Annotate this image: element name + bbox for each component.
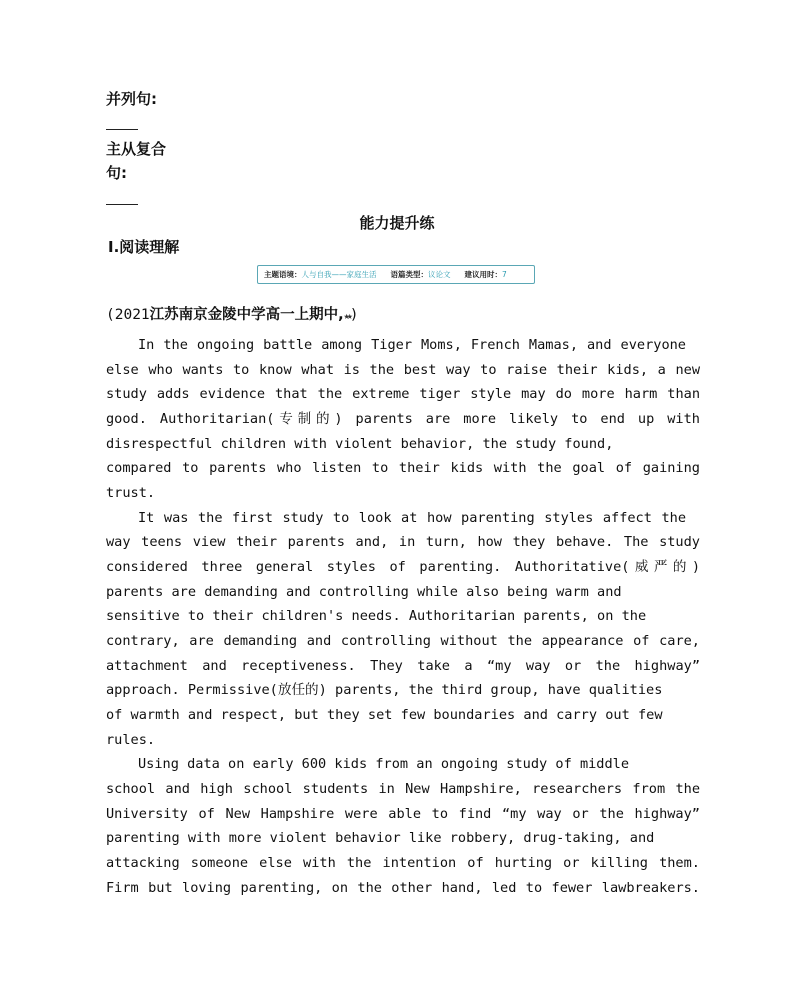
section-title: 能力提升练 [359, 214, 435, 232]
source-school: 江苏南京金陵中学高一上期中, [149, 307, 344, 323]
genre-value: 议论文 [428, 270, 451, 279]
passage-line: Using data on early 600 kids from an ongoing study of middle [138, 756, 630, 772]
topic-info-bar [257, 265, 535, 284]
passage-line: sensitive to their children's needs. Authoritarian parents, on the [106, 608, 647, 624]
passage-line: Firm but loving parenting, on the other hand, led to fewer lawbreakers. [106, 880, 700, 896]
passage-line: contrary, are demanding and controlling without the appearance of care, [106, 633, 700, 649]
passage-line: attachment and receptiveness. They take a “my way or the highway” [106, 658, 700, 674]
passage-line: University of New Hampshire were able to find “my way or the highway” [106, 806, 700, 822]
complex-sentence-label-line1: 主从复合 [106, 140, 167, 158]
passage-line: In the ongoing battle among Tiger Moms, French Mamas, and everyone [138, 337, 686, 353]
genre-key: 语篇类型： [390, 270, 428, 279]
passage-line: else who wants to know what is the best way to raise their kids, a new [106, 362, 700, 378]
complex-sentence-label-line2: 句: [106, 164, 127, 182]
difficulty-stars-icon: ★★ [343, 311, 350, 322]
passage-line: good. Authoritarian(专制的) parents are more likely to end up with [106, 411, 700, 427]
source-prefix: (2021 [106, 307, 150, 323]
source-line [106, 303, 358, 324]
passage-line: way teens view their parents and, in turn, how they behave. The study [106, 534, 700, 550]
passage-line: It was the first study to look at how parenting styles affect the [138, 510, 686, 526]
passage-line: trust. [106, 485, 156, 501]
time-value: 7 [502, 270, 507, 279]
source-suffix: ) [349, 307, 359, 323]
part-title: Ⅰ.阅读理解 [108, 238, 180, 256]
coordinate-sentence-blank[interactable] [106, 129, 138, 130]
passage-line: study adds evidence that the extreme tiger style may do more harm than [106, 386, 700, 402]
passage-line: attacking someone else with the intention of hurting or killing them. [106, 855, 700, 871]
time-key: 建议用时： [464, 270, 502, 279]
passage-line: considered three general styles of parenting. Authoritative(威严的) [106, 559, 700, 575]
passage-line: rules. [106, 732, 156, 748]
passage-line: approach. Permissive(放任的) parents, the third group, have qualities [106, 682, 663, 698]
passage-line: parents are demanding and controlling while also being warm and [106, 584, 622, 600]
topic-key: 主题语境： [264, 270, 302, 279]
topic-value: 人与自我——家庭生活 [301, 270, 377, 279]
passage-line: disrespectful children with violent behavior, the study found, [106, 436, 614, 452]
passage-line: school and high school students in New Hampshire, researchers from the [106, 781, 700, 797]
passage-line: parenting with more violent behavior like robbery, drug-taking, and [106, 830, 655, 846]
passage-line: of warmth and respect, but they set few boundaries and carry out few [106, 707, 663, 723]
complex-sentence-blank[interactable] [106, 204, 138, 205]
coordinate-sentence-label: 并列句: [106, 90, 157, 108]
passage-line: compared to parents who listen to their kids with the goal of gaining [106, 460, 700, 476]
